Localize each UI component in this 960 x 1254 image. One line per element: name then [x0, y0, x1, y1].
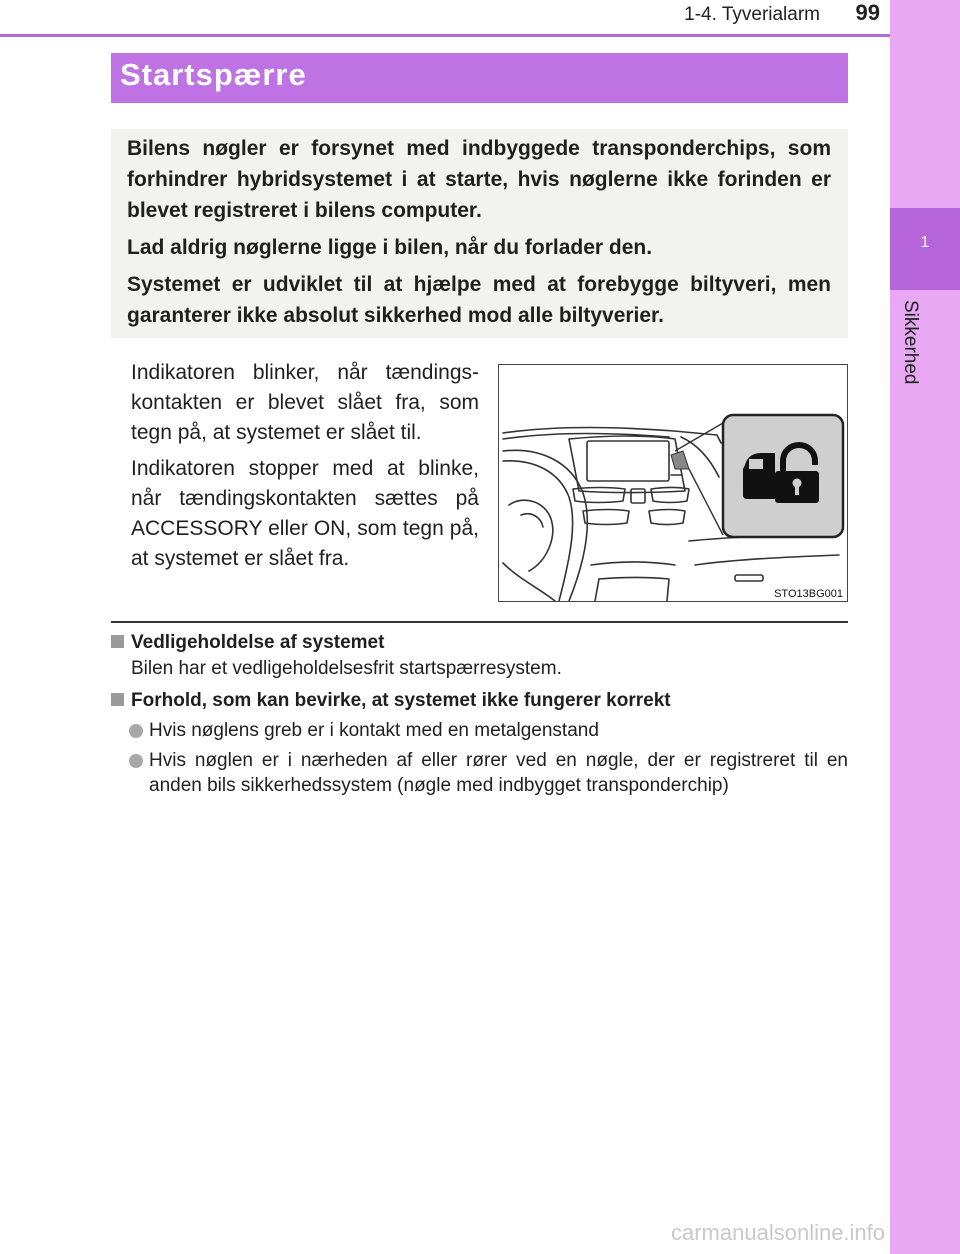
- square-bullet-icon: [111, 635, 124, 648]
- note-heading-maintenance: [111, 630, 848, 656]
- intro-paragraph: Lad aldrig nøglerne ligge i bilen, når du forlader den.: [127, 236, 653, 259]
- indicator-paragraph: Indikatoren stopper med at blinke, når tændingskontakten sættes på ACCESSORY eller ON, som tegn på, at systemet er slået fra.: [131, 457, 479, 570]
- round-bullet-icon: [129, 724, 143, 738]
- side-tab-chapter: 1: [890, 208, 960, 290]
- section-divider: [111, 621, 848, 623]
- header-rule: [0, 34, 890, 37]
- page-number: 99: [855, 0, 880, 25]
- indicator-paragraph: Indikatoren blinker, når tændings-kontakten er blevet slået fra, som tegn på, at systemet er slået til.: [131, 361, 479, 444]
- dashboard-drawing: [499, 365, 848, 602]
- side-tab-label: Sikkerhed: [900, 300, 921, 385]
- illustration-code: STO13BG001: [774, 588, 843, 600]
- list-item-text: Hvis nøglen er i nærheden af eller rører ved en nøgle, der er registreret til en anden bils sikkerhedssystem (nøgle med indbygget transponderchip): [149, 750, 848, 796]
- intro-paragraph: Systemet er udviklet til at hjælpe med at forebygge biltyveri, men garanterer ikke absolut sikkerhed mod alle biltyverier.: [127, 273, 831, 327]
- list-item-text: Hvis nøglens greb er i kontakt med en metalgenstand: [149, 720, 599, 741]
- intro-box: [111, 129, 848, 338]
- section-title: Startspærre: [120, 57, 307, 92]
- list-item: [111, 718, 848, 743]
- side-tab-strip: [890, 0, 960, 1254]
- intro-paragraph: Bilens nøgler er forsynet med indbyggede transponderchips, som forhindrer hybridsystemet i at starte, hvis nøglerne ikke forinden er blevet registreret i bilens computer.: [127, 137, 831, 222]
- notes-section: [111, 630, 848, 803]
- dashboard-illustration: [498, 364, 848, 602]
- watermark: carmanualsonline.info: [671, 1220, 886, 1245]
- section-title-bar: [111, 53, 848, 103]
- note-body-maintenance: Bilen har et vedligeholdelsesfrit startspærresystem.: [131, 658, 562, 679]
- note-heading-text: Forhold, som kan bevirke, at systemet ikke fungerer korrekt: [131, 690, 671, 711]
- indicator-description: [131, 358, 479, 580]
- note-heading-conditions: [111, 688, 848, 714]
- list-item: [111, 748, 848, 798]
- round-bullet-icon: [129, 754, 143, 768]
- note-heading-text: Vedligeholdelse af systemet: [131, 632, 385, 653]
- square-bullet-icon: [111, 693, 124, 706]
- section-reference: 1-4. Tyverialarm: [684, 4, 820, 25]
